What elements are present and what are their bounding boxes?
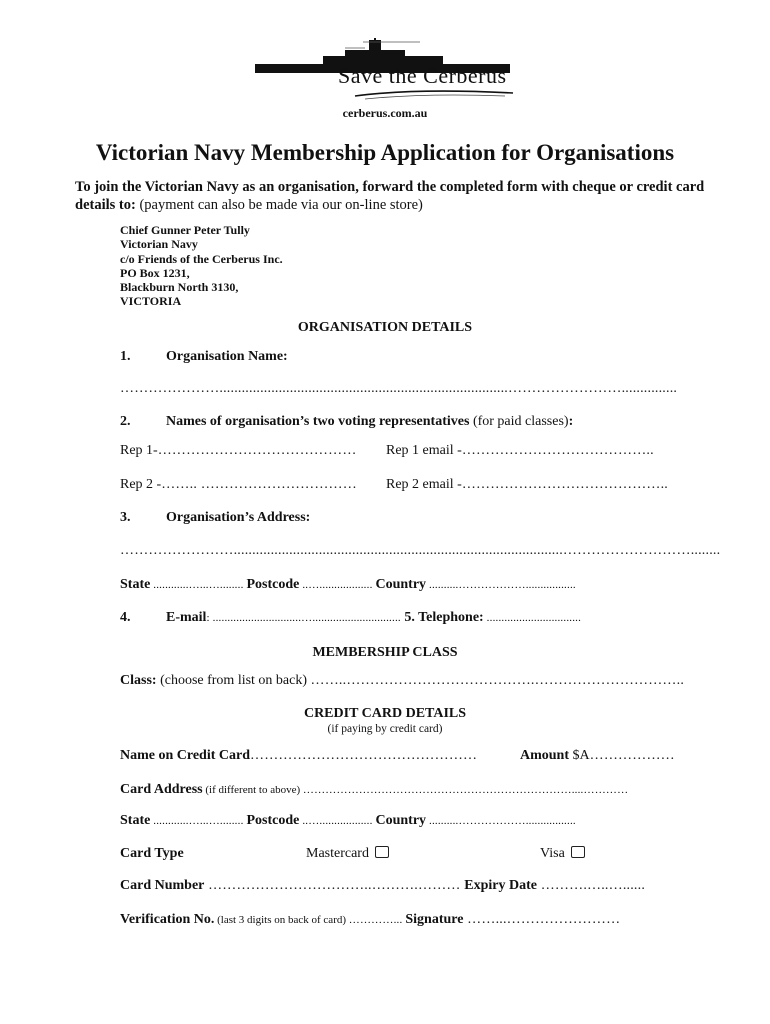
rep-2-label: Rep 2 -: [120, 477, 162, 492]
question-number: 3.: [120, 510, 131, 525]
question-number: 4.: [120, 610, 131, 625]
organisation-name-label: Organisation Name:: [166, 349, 288, 364]
country-field[interactable]: ..........……………….................: [426, 579, 576, 591]
card-address-row: [120, 782, 628, 798]
address-line: c/o Friends of the Cerberus Inc.: [120, 251, 283, 266]
verification-note: (last 3 digits on back of card): [214, 914, 349, 926]
representatives-label: Names of organisation’s two voting representatives: [166, 414, 470, 429]
postcode-label: Postcode: [246, 813, 300, 828]
organisation-details-heading: ORGANISATION DETAILS: [297, 320, 473, 335]
rep-1-email-field[interactable]: …………………………………..: [461, 443, 654, 458]
email-label: E-mail: [166, 610, 207, 625]
class-field[interactable]: ……..………………………………….…………………………..: [310, 673, 685, 688]
card-address-note: (if different to above): [202, 784, 303, 796]
representatives-colon: :: [568, 414, 574, 429]
country-label: Country: [375, 577, 427, 592]
rep-1-field[interactable]: ……………………………………: [157, 443, 357, 458]
state-field[interactable]: ............…...…........: [150, 579, 247, 591]
telephone-label: 5. Telephone:: [400, 610, 484, 625]
state-label: State: [120, 577, 151, 592]
mastercard-label: Mastercard: [306, 846, 369, 861]
organisation-address-field[interactable]: …………………….........................................................................................………………………........: [120, 543, 721, 558]
country-label: Country: [375, 813, 427, 828]
postcode-field[interactable]: ..…..................: [299, 579, 376, 591]
state-label: State: [120, 813, 151, 828]
rep-1-label: Rep 1-: [120, 443, 158, 458]
representatives-note: (for paid classes): [469, 414, 569, 429]
org-state-postcode-country-row: [120, 577, 576, 593]
organisation-name-field[interactable]: …………………..............................................................................……………………...............: [120, 381, 678, 396]
address-line: PO Box 1231,: [120, 265, 190, 280]
name-on-card-row: [120, 748, 477, 764]
state-field[interactable]: ............…...…........: [150, 815, 247, 827]
intro-note: (payment can also be made via our on-line store): [135, 197, 423, 213]
expiry-date-field[interactable]: ……….…..…......: [537, 878, 646, 893]
rep-2-email-field[interactable]: ……………………………………..: [461, 477, 669, 492]
rep-1-row: [120, 443, 357, 459]
postcode-field[interactable]: ..…..................: [299, 815, 376, 827]
intro-bold: To join the Victorian Navy as an organisation, forward the completed form with cheque or credit card details to:: [75, 179, 705, 213]
amount-currency: $A: [569, 748, 590, 763]
card-state-postcode-country-row: [120, 813, 576, 829]
visa-option[interactable]: [540, 846, 585, 862]
question-number: 2.: [120, 414, 131, 429]
card-address-label: Card Address: [120, 782, 203, 797]
representatives-label-row: [120, 414, 573, 430]
amount-label: Amount: [520, 748, 570, 763]
membership-class-heading: MEMBERSHIP CLASS: [312, 645, 458, 660]
verification-field[interactable]: …………...: [348, 914, 406, 926]
email-telephone-row: [120, 610, 581, 626]
credit-card-heading: CREDIT CARD DETAILS: [303, 706, 467, 721]
mastercard-option[interactable]: [306, 846, 389, 862]
class-label: Class:: [120, 673, 157, 688]
logo-text: Save the Cerberus: [338, 63, 507, 88]
rep-1-email-row: [386, 443, 654, 459]
mailing-address: [120, 223, 283, 309]
rep-2-email-label: Rep 2 email -: [386, 477, 462, 492]
expiry-date-label: Expiry Date: [464, 878, 538, 893]
question-number: 1.: [120, 349, 131, 364]
visa-checkbox[interactable]: [571, 846, 585, 858]
rep-2-row: [120, 477, 357, 493]
rep-2-field[interactable]: …….. ……………………………: [161, 477, 357, 492]
amount-field[interactable]: ………………: [589, 748, 675, 763]
mastercard-checkbox[interactable]: [375, 846, 389, 858]
card-type-label: [120, 846, 184, 862]
organisation-name-label-row: [120, 349, 288, 365]
visa-label: Visa: [540, 846, 565, 861]
address-line: Chief Gunner Peter Tully: [120, 223, 250, 237]
name-on-card-label: Name on Credit Card: [120, 748, 251, 763]
organisation-address-label: Organisation’s Address:: [166, 510, 311, 525]
verification-signature-row: [120, 912, 620, 928]
address-line: Victorian Navy: [120, 237, 198, 252]
address-line: VICTORIA: [120, 294, 182, 309]
country-field[interactable]: ..........……………….................: [426, 815, 576, 827]
intro-text: [75, 178, 735, 214]
amount-row: [520, 748, 675, 764]
email-field[interactable]: : ..............................…..............................: [206, 612, 401, 624]
signature-field[interactable]: ……...……………………: [463, 912, 621, 927]
class-note: (choose from list on back): [156, 673, 311, 688]
organisation-address-label-row: [120, 510, 310, 526]
rep-1-email-label: Rep 1 email -: [386, 443, 462, 458]
card-number-row: [120, 878, 645, 894]
page-title: Victorian Navy Membership Application for Organisations: [95, 140, 675, 165]
website-url[interactable]: cerberus.com.au: [342, 106, 428, 120]
card-type-label-text: Card Type: [120, 846, 184, 861]
signature-label: Signature: [405, 912, 464, 927]
class-row: [120, 673, 684, 689]
telephone-field[interactable]: ................................: [483, 612, 582, 624]
card-address-field[interactable]: ………………………………………………………………....…………: [302, 784, 629, 796]
card-number-label: Card Number: [120, 878, 205, 893]
address-line: Blackburn North 3130,: [120, 280, 239, 295]
postcode-label: Postcode: [246, 577, 300, 592]
credit-card-subheading: (if paying by credit card): [327, 723, 443, 735]
name-on-card-field[interactable]: …………………………………………: [250, 748, 478, 763]
rep-2-email-row: [386, 477, 668, 493]
verification-label: Verification No.: [120, 912, 215, 927]
card-number-field[interactable]: ……………………………..……….………: [204, 878, 465, 893]
logo: [255, 38, 525, 102]
